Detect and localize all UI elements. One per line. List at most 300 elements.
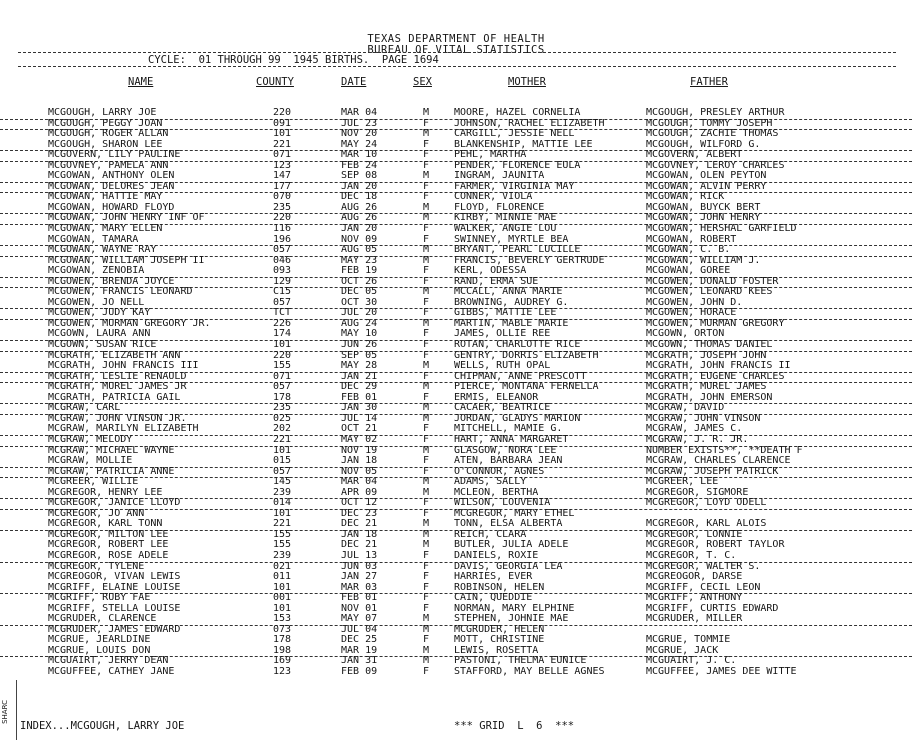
record-name: MCGRUE, LOUIS DON <box>48 644 151 656</box>
record-row <box>0 667 912 678</box>
record-mother: FLOYD, FLORENCE <box>454 201 545 213</box>
record-date: AUG 24 <box>341 317 378 329</box>
record-mother: HART, ANNA MARGARET <box>454 433 569 445</box>
record-mother: KIRBY, MINNIE MAE <box>454 212 557 224</box>
record-county: 101 <box>273 128 292 140</box>
record-name: MCGOUGH, LARRY JOE <box>48 107 157 118</box>
record-father: MCGRATH, EUGENE CHARLES <box>646 370 785 382</box>
record-date: SEP 05 <box>341 349 378 361</box>
record-county: 155 <box>273 360 292 372</box>
record-mother: INGRAM, JAUNITA <box>454 170 545 182</box>
record-county: 239 <box>273 549 292 561</box>
record-date: DEC 21 <box>341 518 378 530</box>
record-father: MCGREGOR, T. C. <box>646 549 737 561</box>
record-date: MAY 02 <box>341 433 378 445</box>
record-name: MCGRATH, JOHN FRANCIS III <box>48 360 199 372</box>
record-date: NOV 05 <box>341 465 378 477</box>
record-county: 198 <box>273 644 292 656</box>
record-father: MCGRATH, JOHN EMERSON <box>646 391 773 403</box>
record-county: 071 <box>273 370 292 382</box>
record-sex: M <box>423 623 430 635</box>
record-mother: TONN, ELSA ALBERTA <box>454 518 563 530</box>
record-sex: F <box>423 159 430 171</box>
record-father: MCGREGOR, WALTER S. <box>646 560 761 572</box>
record-sex: F <box>423 117 430 129</box>
record-father: MCGOWAN, HERSHAL GARFIELD <box>646 223 797 235</box>
column-header-county: COUNTY <box>256 76 294 88</box>
record-father: MCGRATH, JOHN FRANCIS II <box>646 360 791 372</box>
record-sex: F <box>423 180 430 192</box>
record-name: MCGOWAN, HOWARD FLOYD <box>48 201 175 213</box>
record-mother: WALKER, ANGIE LOU <box>454 223 557 235</box>
record-sex: F <box>423 223 430 235</box>
record-mother: MARTIN, MABLE MARIE <box>454 317 569 329</box>
record-name: MCGOWEN, JO NELL <box>48 296 145 308</box>
record-father: MCGOWEN, DONALD FOSTER <box>646 275 779 287</box>
record-sex: F <box>423 370 430 382</box>
record-name: MCGREGOR, ROSE ADELE <box>48 549 169 561</box>
record-mother: FARMER, VIRGINIA MAY <box>454 180 575 192</box>
records-list <box>0 108 912 678</box>
record-county: C15 <box>273 286 292 298</box>
record-sex: F <box>423 138 430 150</box>
cycle-line: CYCLE: 01 THROUGH 99 1945 BIRTHS. PAGE 1694 <box>148 54 439 66</box>
record-mother: BLANKENSHIP, MATTIE LEE <box>454 138 593 150</box>
record-date: FEB 24 <box>341 159 378 171</box>
record-sex: F <box>423 549 430 561</box>
record-county: 178 <box>273 391 292 403</box>
record-name: MCGRAW, MARILYN ELIZABETH <box>48 423 199 435</box>
record-date: FEB 01 <box>341 592 378 604</box>
record-date: NOV 19 <box>341 444 378 456</box>
record-sex: F <box>423 191 430 203</box>
record-father: MCGRATH, JOSEPH JOHN <box>646 349 767 361</box>
record-date: DEC 21 <box>341 539 378 551</box>
record-name: MCGOWAN, DELORES JEAN <box>48 180 175 192</box>
record-father: NUMBER EXISTS**, **DEATH F <box>646 444 803 456</box>
index-label: INDEX...MCGOUGH, LARRY JOE <box>20 720 185 732</box>
record-father: MCGRUE, TOMMIE <box>646 634 731 646</box>
record-date: OCT 12 <box>341 497 378 509</box>
record-mother: BRYANT, PEARL LUCILLE <box>454 244 581 256</box>
record-mother: DANIELS, ROXIE <box>454 549 539 561</box>
record-father: MCGRAW, JOSEPH PATRICK <box>646 465 779 477</box>
record-date: JAN 30 <box>341 402 378 414</box>
record-mother: ERMIS, ELEANOR <box>454 391 539 403</box>
record-mother: MCGREGOR, MARY ETHEL <box>454 507 575 519</box>
record-county: 239 <box>273 486 292 498</box>
record-sex: F <box>423 423 430 435</box>
record-date: NOV 20 <box>341 128 378 140</box>
record-mother: FRANCIS, BEVERLY GERTRUDE <box>454 254 605 266</box>
record-date: JAN 18 <box>341 455 378 467</box>
agency-title: TEXAS DEPARTMENT OF HEALTH <box>367 33 545 45</box>
record-sex: M <box>423 528 430 540</box>
record-name: MCGOWEN, MURMAN GREGORY JR. <box>48 317 211 329</box>
record-name: MCGOWAN, TAMARA <box>48 233 139 245</box>
record-father: MCGOWAN, RICK <box>646 191 725 203</box>
record-mother: NORMAN, MARY ELPHINE <box>454 602 575 614</box>
record-mother: KERL, ODESSA <box>454 265 527 277</box>
record-name: MCGRAW, MICHAEL WAYNE <box>48 444 175 456</box>
record-sex: F <box>423 592 430 604</box>
record-father: MCGOUGH, TOMMY JOSEPH <box>646 117 773 129</box>
record-sex: M <box>423 539 430 551</box>
record-father: MCGOWAN, WILLIAM J. <box>646 254 761 266</box>
record-father: MCGOWAN, GOREE <box>646 265 731 277</box>
record-father: MCGREGOR, ROBERT TAYLOR <box>646 539 785 551</box>
record-father: MCGOWN, THOMAS DANIEL <box>646 339 773 351</box>
record-county: 070 <box>273 191 292 203</box>
record-name: MCGRUDER, CLARENCE <box>48 613 157 625</box>
record-name: MCGRIFF, RUBY FAE <box>48 592 151 604</box>
record-name: MCGOWEN, FRANCIS LEONARD <box>48 286 193 298</box>
record-county: 015 <box>273 455 292 467</box>
record-county: 101 <box>273 602 292 614</box>
record-county: 123 <box>273 665 292 677</box>
record-county: 235 <box>273 201 292 213</box>
record-sex: M <box>423 655 430 667</box>
record-name: MCGOWAN, WAYNE RAY <box>48 244 157 256</box>
record-mother: GIBBS, MATTIE LEE <box>454 307 557 319</box>
record-father: MCGOUGH, WILFORD G. <box>646 138 761 150</box>
record-date: FEB 09 <box>341 665 378 677</box>
record-date: MAR 10 <box>341 149 378 161</box>
record-name: MCGOVERN, LILY PAULINE <box>48 149 181 161</box>
record-date: OCT 21 <box>341 423 378 435</box>
record-date: MAY 10 <box>341 328 378 340</box>
record-father: MCGRAW, CHARLES CLARENCE <box>646 455 791 467</box>
record-name: MCGUAIRT, JERRY DEAN <box>48 655 169 667</box>
record-county: 091 <box>273 117 292 129</box>
record-county: 221 <box>273 433 292 445</box>
record-name: MCGRATH, PATRICIA GAIL <box>48 391 181 403</box>
record-sex: M <box>423 444 430 456</box>
record-county: 021 <box>273 560 292 572</box>
record-date: OCT 30 <box>341 296 378 308</box>
record-mother: RAND, ERMA SUE <box>454 275 539 287</box>
record-county: 057 <box>273 296 292 308</box>
record-father: MCGUAIRT, J. C. <box>646 655 737 667</box>
record-father: MCGRIFF, CURTIS EDWARD <box>646 602 779 614</box>
record-date: DEC 18 <box>341 191 378 203</box>
record-mother: HARRIES, EVER <box>454 571 533 583</box>
record-county: 011 <box>273 571 292 583</box>
record-name: MCGOWAN, ANTHONY OLEN <box>48 170 175 182</box>
record-county: 155 <box>273 539 292 551</box>
record-mother: CARGILL, JESSIE NELL <box>454 128 575 140</box>
record-county: 116 <box>273 223 292 235</box>
record-county: 101 <box>273 507 292 519</box>
record-mother: CACAER, BEATRICE <box>454 402 551 414</box>
record-name: MCGOVNEY, PAMELA ANN <box>48 159 169 171</box>
record-father: MCGRUDER, MILLER <box>646 613 743 625</box>
column-header-father: FATHER <box>690 76 728 88</box>
record-sex: F <box>423 391 430 403</box>
record-sex: M <box>423 128 430 140</box>
record-mother: MCCALL, ANNA MARIE <box>454 286 563 298</box>
record-county: 221 <box>273 138 292 150</box>
record-name: MCGOWN, LAURA ANN <box>48 328 151 340</box>
record-county: 178 <box>273 634 292 646</box>
grid-label: *** GRID L 6 *** <box>454 720 575 732</box>
record-date: JUL 20 <box>341 307 378 319</box>
record-mother: BROWNING, AUDREY G. <box>454 296 569 308</box>
record-county: 155 <box>273 528 292 540</box>
record-sex: F <box>423 560 430 572</box>
record-mother: CHIPMAN, ANNE PRESCOTT <box>454 370 587 382</box>
record-name: MCGOWAN, HATTIE MAY <box>48 191 163 203</box>
record-date: JAN 20 <box>341 223 378 235</box>
record-mother: CONNER, VIOLA <box>454 191 533 203</box>
record-county: 123 <box>273 159 292 171</box>
record-date: AUG 05 <box>341 244 378 256</box>
record-date: MAY 24 <box>341 138 378 150</box>
record-sex: M <box>423 107 430 118</box>
record-name: MCGOWN, SUSAN RICE <box>48 339 157 351</box>
record-date: MAY 23 <box>341 254 378 266</box>
record-mother: PEHL, MARTHA <box>454 149 527 161</box>
record-date: JAN 21 <box>341 370 378 382</box>
record-date: JAN 27 <box>341 571 378 583</box>
record-sex: M <box>423 402 430 414</box>
record-name: MCGOUGH, PEGGY JOAN <box>48 117 163 129</box>
record-sex: M <box>423 201 430 213</box>
record-county: 196 <box>273 233 292 245</box>
record-father: MCGOWEN, LEONARD KEES <box>646 286 773 298</box>
record-sex: M <box>423 212 430 224</box>
record-father: MCGOWEN, HORACE <box>646 307 737 319</box>
record-name: MCGRAW, PATRICIA ANNE <box>48 465 175 477</box>
record-father: MCGREGOR, LOYD ODELL <box>646 497 767 509</box>
record-father: MCGOWN, ORTON <box>646 328 725 340</box>
record-name: MCGRUDER, JAMES EDWARD <box>48 623 181 635</box>
record-date: FEB 01 <box>341 391 378 403</box>
record-date: AUG 26 <box>341 212 378 224</box>
record-sex: F <box>423 507 430 519</box>
record-date: NOV 01 <box>341 602 378 614</box>
record-sex: F <box>423 602 430 614</box>
record-mother: WILSON, LOUVENIA <box>454 497 551 509</box>
column-header-date: DATE <box>341 76 367 88</box>
record-date: JAN 31 <box>341 655 378 667</box>
record-mother: DAVIS, GEORGIA LEA <box>454 560 563 572</box>
record-sex: M <box>423 381 430 393</box>
record-father: MCGRIFF, ANTHONY <box>646 592 743 604</box>
record-county: 001 <box>273 592 292 604</box>
record-mother: O'CONNOR, AGNES <box>454 465 545 477</box>
record-name: MCGRATH, MUREL JAMES JR <box>48 381 187 393</box>
record-row <box>0 224 912 235</box>
record-father: MCGOVNEY, LEROY CHARLES <box>646 159 785 171</box>
record-date: JAN 18 <box>341 528 378 540</box>
record-county: 145 <box>273 476 292 488</box>
record-father: MCGREOGOR, DARSE <box>646 571 743 583</box>
record-name: MCGRAW, MOLLIE <box>48 455 133 467</box>
record-mother: ROTAN, CHARLOTTE RICE <box>454 339 581 351</box>
column-header-sex: SEX <box>413 76 432 88</box>
record-date: AUG 26 <box>341 201 378 213</box>
record-county: 220 <box>273 349 292 361</box>
record-county: 177 <box>273 180 292 192</box>
record-mother: JORDAN, GLADYS MARION <box>454 412 581 424</box>
record-county: 057 <box>273 465 292 477</box>
record-sex: M <box>423 254 430 266</box>
record-date: FEB 19 <box>341 265 378 277</box>
record-county: 129 <box>273 275 292 287</box>
record-county: 174 <box>273 328 292 340</box>
record-county: 153 <box>273 613 292 625</box>
record-county: TCT <box>273 307 292 319</box>
record-mother: PASTONI, THELMA EUNICE <box>454 655 587 667</box>
column-header-mother: MOTHER <box>508 76 546 88</box>
record-father: MCGOVERN, ALBERT <box>646 149 743 161</box>
record-name: MCGOUGH, ROGER ALLAN <box>48 128 169 140</box>
record-county: 071 <box>273 149 292 161</box>
record-county: 220 <box>273 212 292 224</box>
record-name: MCGOUGH, SHARON LEE <box>48 138 163 150</box>
record-mother: SWINNEY, MYRTLE BEA <box>454 233 569 245</box>
record-name: MCGOWEN, BRENDA JOYCE <box>48 275 175 287</box>
record-mother: STEPHEN, JOHNIE MAE <box>454 613 569 625</box>
record-sex: M <box>423 518 430 530</box>
record-date: MAR 03 <box>341 581 378 593</box>
record-sex: F <box>423 275 430 287</box>
record-name: MCGRATH, ELIZABETH ANN <box>48 349 181 361</box>
bureau-title: BUREAU OF VITAL STATISTICS <box>367 44 545 56</box>
record-mother: JAMES, OLLIE REE <box>454 328 551 340</box>
record-date: DEC 23 <box>341 507 378 519</box>
record-father: MCGRATH, MUREL JAMES <box>646 381 767 393</box>
record-sex: M <box>423 170 430 182</box>
record-father: MCGRAW, DAVID <box>646 402 725 414</box>
record-father: MCGOWAN, C. B. <box>646 244 731 256</box>
record-date: DEC 25 <box>341 634 378 646</box>
record-name: MCGOWAN, ZENOBIA <box>48 265 145 277</box>
record-mother: PIERCE, MONTANA FERNELLA <box>454 381 599 393</box>
record-date: JAN 20 <box>341 180 378 192</box>
record-sex: M <box>423 317 430 329</box>
record-name: MCGREGOR, MILTON LEE <box>48 528 169 540</box>
record-sex: F <box>423 571 430 583</box>
record-mother: PENDER, FLORENCE EULA <box>454 159 581 171</box>
record-sex: F <box>423 349 430 361</box>
record-county: 220 <box>273 107 292 118</box>
record-county: 025 <box>273 412 292 424</box>
record-date: MAR 04 <box>341 476 378 488</box>
column-header-name: NAME <box>128 76 154 88</box>
record-sex: F <box>423 233 430 245</box>
record-mother: CAIN, QUEDDIE <box>454 592 533 604</box>
record-sex: F <box>423 328 430 340</box>
record-father: MCGOWEN, MURMAN GREGORY <box>646 317 785 329</box>
record-father: MCGRAW, JOHN VINSON <box>646 412 761 424</box>
record-date: APR 09 <box>341 486 378 498</box>
record-sex: F <box>423 307 430 319</box>
record-county: 169 <box>273 655 292 667</box>
record-mother: REICH, CLARA <box>454 528 527 540</box>
record-county: 093 <box>273 265 292 277</box>
record-name: MCGOWAN, MARY ELLEN <box>48 223 163 235</box>
record-date: NOV 09 <box>341 233 378 245</box>
record-sex: F <box>423 455 430 467</box>
record-father: MCGOWAN, BUYCK BERT <box>646 201 761 213</box>
record-sex: M <box>423 613 430 625</box>
record-name: MCGRUE, JEARLDINE <box>48 634 151 646</box>
record-name: MCGRIFF, STELLA LOUISE <box>48 602 181 614</box>
record-sex: M <box>423 244 430 256</box>
record-father: MCGOWAN, ALVIN PERRY <box>646 180 767 192</box>
side-mark: SHARC <box>1 700 9 724</box>
record-mother: GLASGOW, NORA LEE <box>454 444 557 456</box>
record-county: 101 <box>273 581 292 593</box>
record-date: DEC 29 <box>341 381 378 393</box>
record-name: MCGREGOR, ROBERT LEE <box>48 539 169 551</box>
record-mother: LEWIS, ROSETTA <box>454 644 539 656</box>
record-county: 073 <box>273 623 292 635</box>
record-father: MCGOWEN, JOHN D. <box>646 296 743 308</box>
header-rule-top <box>18 52 896 53</box>
record-date: SEP 08 <box>341 170 378 182</box>
record-name: MCGREGOR, HENRY LEE <box>48 486 163 498</box>
record-name: MCGREGOR, JO ANN <box>48 507 145 519</box>
record-mother: ROBINSON, HELEN <box>454 581 545 593</box>
record-date: JUL 04 <box>341 623 378 635</box>
record-mother: MCLEON, BERTHA <box>454 486 539 498</box>
record-date: DEC 05 <box>341 286 378 298</box>
record-sex: M <box>423 412 430 424</box>
record-mother: ATEN, BARBARA JEAN <box>454 455 563 467</box>
record-father: MCGOUGH, ZACHIE THOMAS <box>646 128 779 140</box>
record-date: JUL 23 <box>341 117 378 129</box>
record-date: JUL 13 <box>341 549 378 561</box>
record-name: MCGUFFEE, CATHEY JANE <box>48 665 175 677</box>
record-county: 046 <box>273 254 292 266</box>
record-name: MCGRAW, MELODY <box>48 433 133 445</box>
record-county: 057 <box>273 381 292 393</box>
record-mother: MITCHELL, MAMIE G. <box>454 423 563 435</box>
record-name: MCGREGOR, KARL TONN <box>48 518 163 530</box>
record-mother: MOORE, HAZEL CORNELIA <box>454 107 581 118</box>
record-sex: F <box>423 465 430 477</box>
record-name: MCGRIFF, ELAINE LOUISE <box>48 581 181 593</box>
record-sex: F <box>423 634 430 646</box>
record-date: OCT 26 <box>341 275 378 287</box>
record-county: 101 <box>273 339 292 351</box>
record-father: MCGOUGH, PRESLEY ARTHUR <box>646 107 785 118</box>
record-county: 226 <box>273 317 292 329</box>
record-date: MAR 04 <box>341 107 378 118</box>
record-father: MCGREER, LEE <box>646 476 719 488</box>
record-sex: F <box>423 149 430 161</box>
record-name: MCGRAW, JOHN VINSON JR. <box>48 412 187 424</box>
record-father: MCGOWAN, ROBERT <box>646 233 737 245</box>
record-name: MCGRAW, CARL <box>48 402 121 414</box>
record-father: MCGRAW, J. R. JR. <box>646 433 749 445</box>
record-mother: MOTT, CHRISTINE <box>454 634 545 646</box>
record-date: MAY 28 <box>341 360 378 372</box>
record-sex: F <box>423 296 430 308</box>
record-mother: JOHNSON, RACHEL ELIZABETH <box>454 117 605 129</box>
record-county: 235 <box>273 402 292 414</box>
record-date: JUL 14 <box>341 412 378 424</box>
record-county: 221 <box>273 518 292 530</box>
record-name: MCGRATH, LESLIE RENAULD <box>48 370 187 382</box>
record-mother: WELLS, RUTH OPAL <box>454 360 551 372</box>
header-rule-bottom <box>18 66 896 67</box>
record-sex: M <box>423 286 430 298</box>
record-sex: F <box>423 497 430 509</box>
